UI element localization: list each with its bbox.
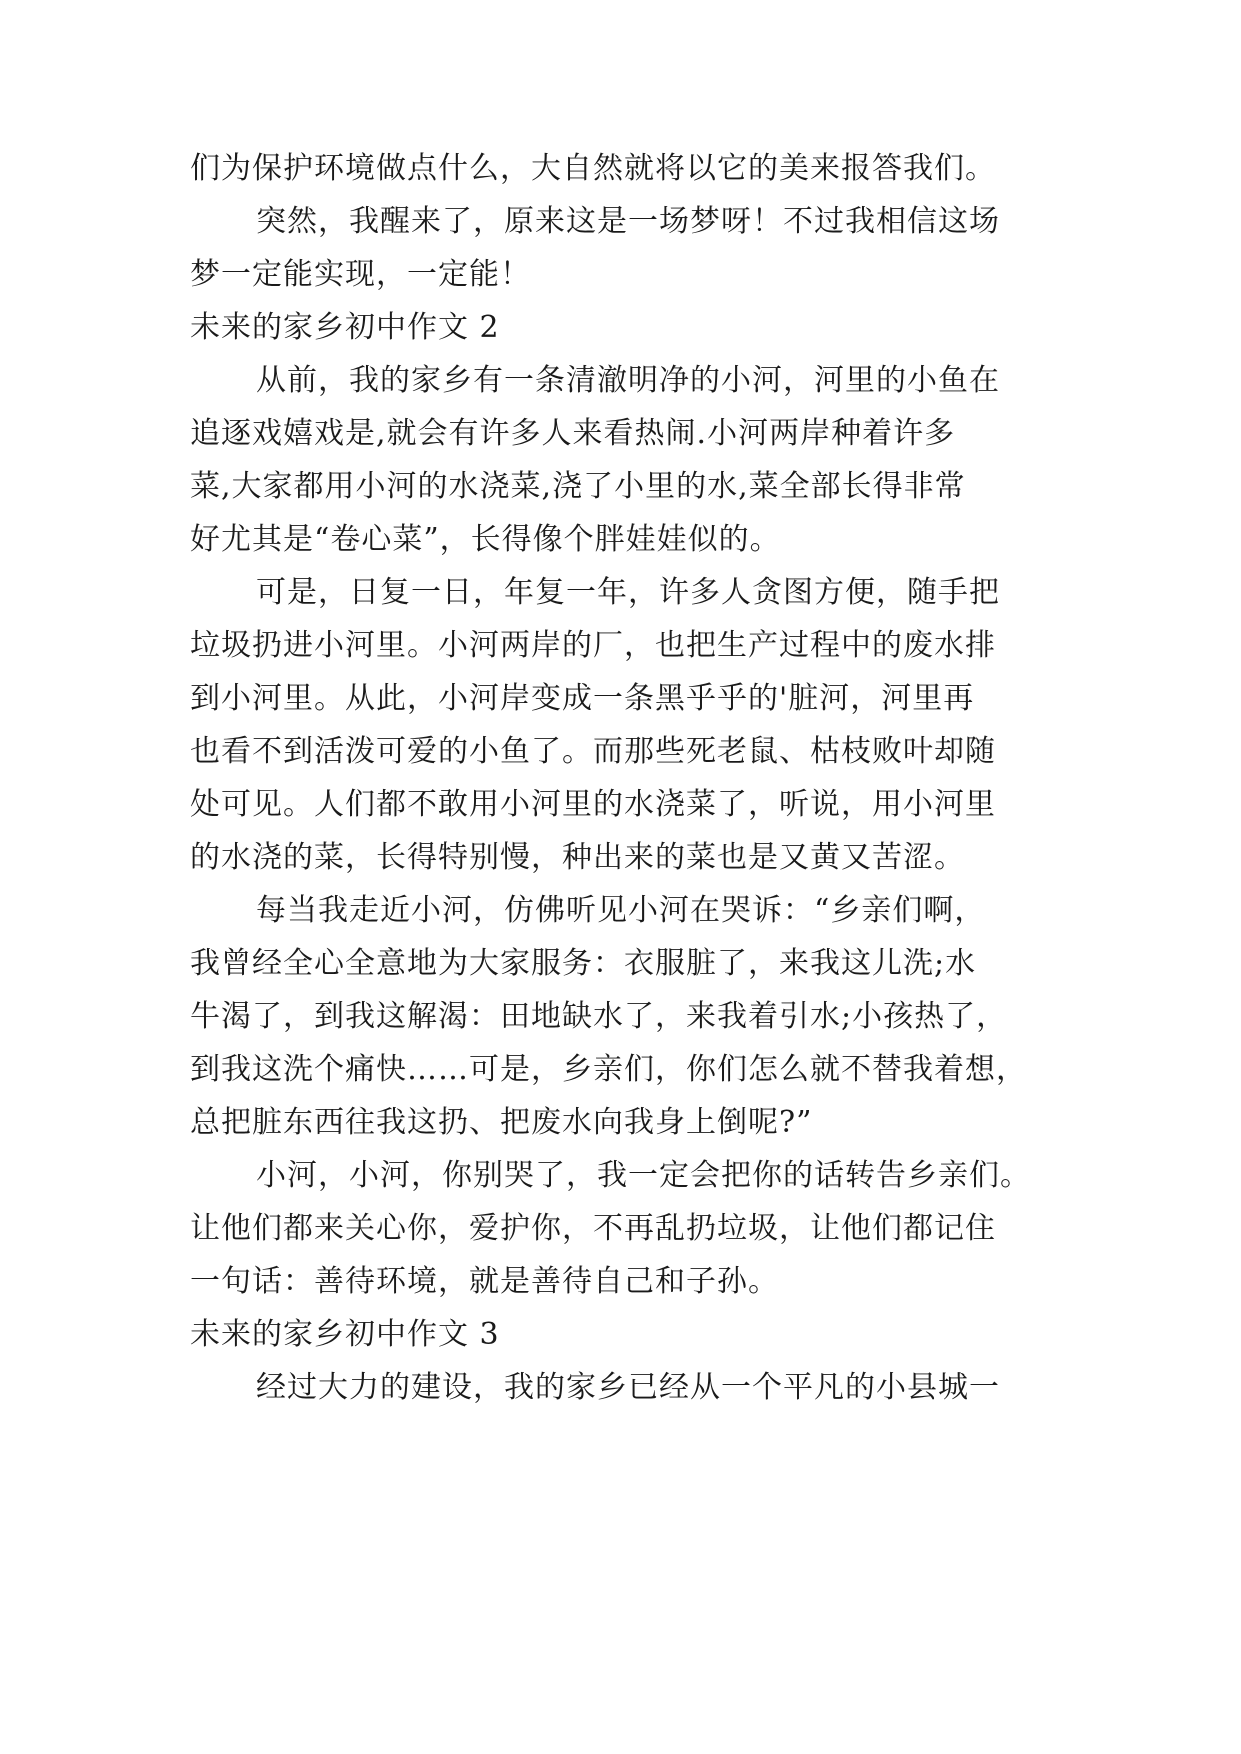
- paragraph-line: 每当我走近小河，仿佛听见小河在哭诉：“乡亲们啊，: [256, 893, 986, 928]
- paragraph-line: 突然，我醒来了，原来这是一场梦呀！不过我相信这场: [256, 204, 1000, 239]
- paragraph-line: 的水浇的菜，长得特别慢，种出来的菜也是又黄又苦涩。: [190, 840, 965, 875]
- paragraph-line: 处可见。人们都不敢用小河里的水浇菜了，听说，用小河里: [190, 787, 996, 822]
- paragraph-line: 从前，我的家乡有一条清澈明净的小河，河里的小鱼在: [256, 363, 1000, 398]
- paragraph-line: 经过大力的建设，我的家乡已经从一个平凡的小县城一: [256, 1370, 1000, 1405]
- paragraph-line: 一句话：善待环境，就是善待自己和子孙。: [190, 1264, 779, 1299]
- paragraph-line: 可是，日复一日，年复一年，许多人贪图方便，随手把: [256, 575, 1000, 610]
- paragraph-line: 让他们都来关心你，爱护你，不再乱扔垃圾，让他们都记住: [190, 1211, 996, 1246]
- paragraph-line: 梦一定能实现，一定能！: [190, 257, 531, 292]
- paragraph-line: 到我这洗个痛快……可是，乡亲们，你们怎么就不替我着想，: [190, 1052, 1027, 1087]
- paragraph-line: 牛渴了，到我这解渴：田地缺水了，来我着引水;小孩热了，: [190, 999, 1008, 1034]
- paragraph-line: 也看不到活泼可爱的小鱼了。而那些死老鼠、枯枝败叶却随: [190, 734, 996, 769]
- paragraph-line: 到小河里。从此，小河岸变成一条黑乎乎的'脏河，河里再: [190, 681, 975, 716]
- section-heading: 未来的家乡初中作文 2: [190, 310, 500, 345]
- paragraph-line: 小河，小河，你别哭了，我一定会把你的话转告乡亲们。: [256, 1158, 1031, 1193]
- paragraph-line: 垃圾扔进小河里。小河两岸的厂，也把生产过程中的废水排: [190, 628, 996, 663]
- paragraph-line: 菜,大家都用小河的水浇菜,浇了小里的水,菜全部长得非常: [190, 469, 966, 504]
- paragraph-line: 总把脏东西往我这扔、把废水向我身上倒呢?”: [190, 1105, 813, 1140]
- section-heading: 未来的家乡初中作文 3: [190, 1317, 500, 1352]
- paragraph-line: 好尤其是“卷心菜”，长得像个胖娃娃似的。: [190, 522, 781, 557]
- paragraph-line: 们为保护环境做点什么，大自然就将以它的美来报答我们。: [190, 151, 996, 186]
- paragraph-line: 我曾经全心全意地为大家服务：衣服脏了，来我这儿洗;水: [190, 946, 977, 981]
- paragraph-line: 追逐戏嬉戏是,就会有许多人来看热闹.小河两岸种着许多: [190, 416, 956, 451]
